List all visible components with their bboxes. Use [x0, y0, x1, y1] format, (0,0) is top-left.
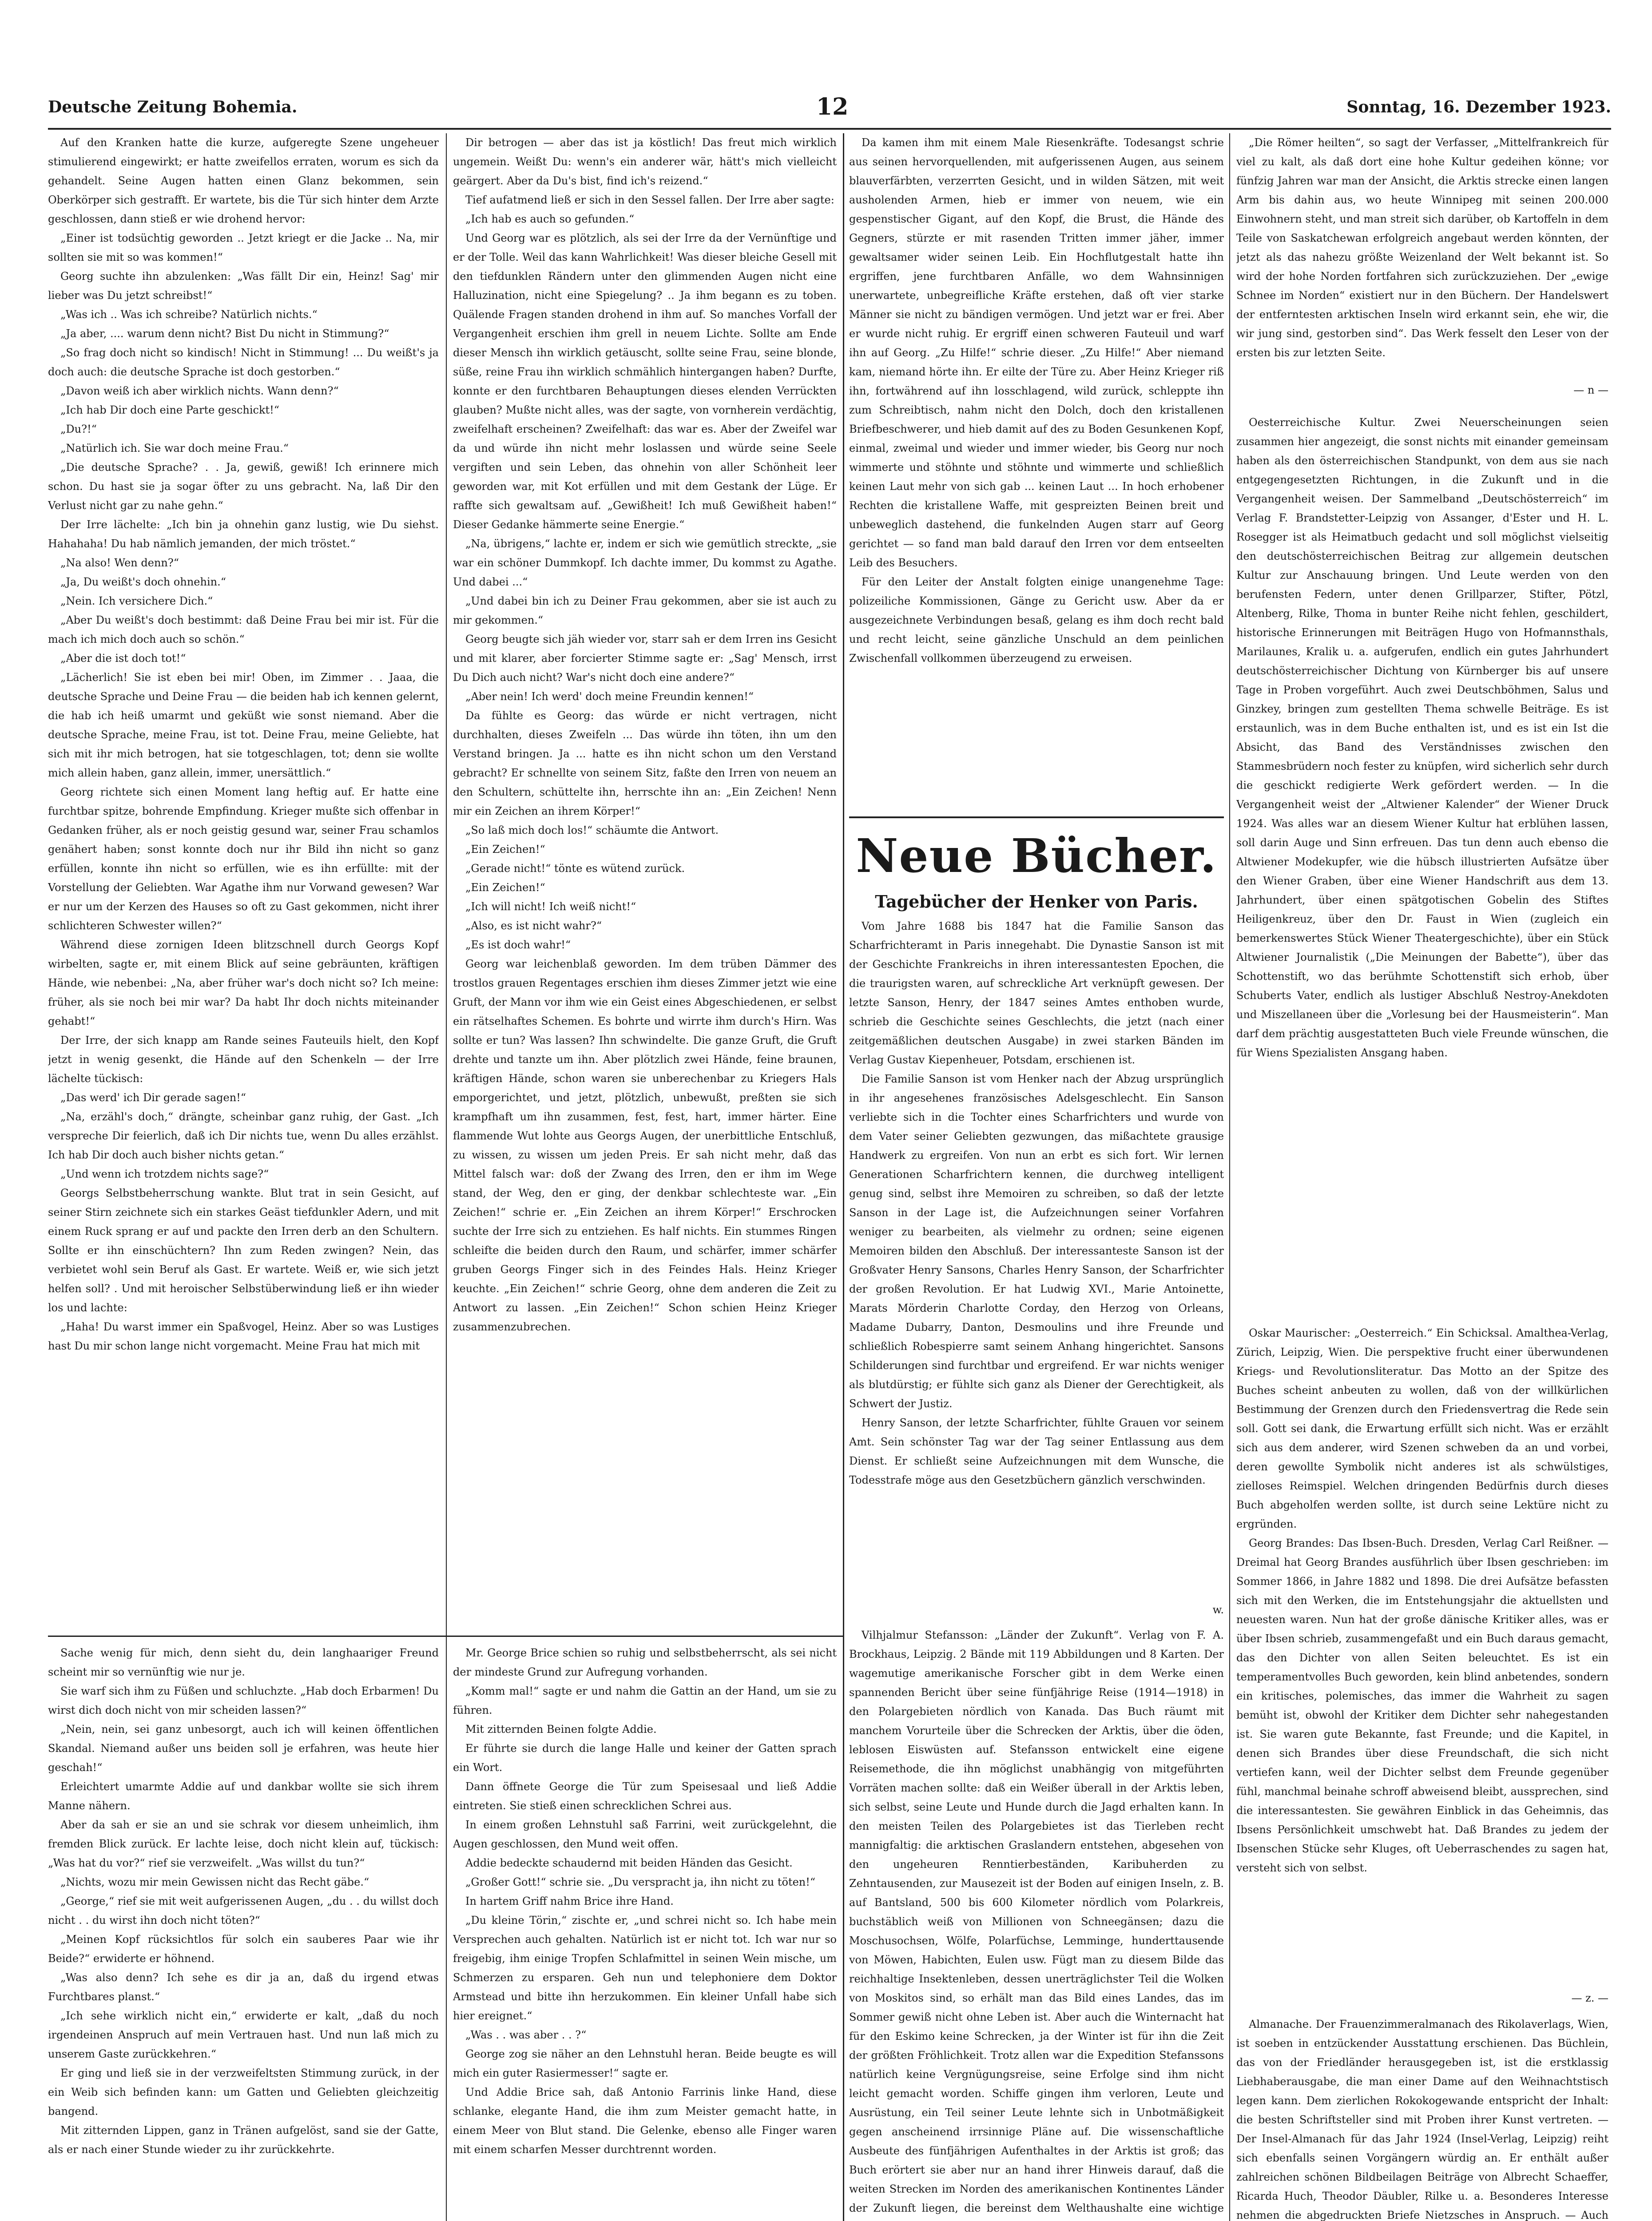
- paragraph: „Nichts, wozu mir mein Gewissen nicht das Recht gäbe.“: [60, 1876, 369, 1888]
- paragraph: „Komm mal!“ sagte er und nahm die Gattin an der Hand, um sie zu führen.: [453, 1685, 837, 1716]
- paragraph: Oesterreichische Kultur. Zwei Neuerscheinungen seien zusammen hier angezeigt, die sonst nichts mit einander gemeinsam haben als den österreichischen Standpunkt, von dem aus sie nach entgegengesetzten Richtungen, in die Zukunft und in die Vergangenheit weisen. Der Sammelband „Deutschösterreich“ im Verlag F. Brandstetter-Leipzig von Assanger, d'Ester und H. L. Rosegger ist als Heimatbuch gedacht und soll möglichst vielseitig den deutschösterreichischen Beitrag zur allgemein deutschen Kultur zur Anschauung bringen. Und Leute werden von den berufensten Federn, unter denen Grillparzer, Stifter, Pötzl, Altenberg, Rilke, Thoma in bunter Reihe nicht fehlen, geschildert, historische Erinnerungen mit Beiträgen Hugo von Hofmannsthals, Marilaunes, Kralik u. a. aufgerufen, endlich ein gutes Jahrhundert deutschösterreichischer Dichtung von Kürnberger bis auf unsere Tage in Proben vorgeführt. Auch zwei Deutschböhmen, Salus und Ginzkey, bringen zum gestellten Thema schwelle Beiträge. Es ist erstaunlich, was in dem Buche enthalten ist, und es ist ein Ist die Absicht, das Band des Verständnisses zwischen den Stammesbrüdern noch fester zu knüpfen, wird sicherlich sehr durch die geschickt redigierte Werk gefördert werden. — In die Vergangenheit weist der „Altwiener Kalender“ der Wiener Druck 1924. Was alles war an diesem Wiener Kultur hat erblühen lassen, soll darin Auge und Sinn erfreuen. Das tun denn auch ebenso die Altwiener Modekupfer, wie die hübsch illustrierten Aufsätze über den Wiener Graben, über eine Wiener Handschrift aus dem 13. Jahrhundert, über einen spätgotischen Gobelin des Stiftes Heiligenkreuz, über den Dr. Faust in Wien (zugleich ein bemerkenswertes Stück Wiener Theatergeschichte), über ein Stück Altwiener Journalistik („Die Meinungen der Babette“), über das Schottenstift, wo das berühmte Schottenstift sich erhob, über Schuberts Vater, endlich als lustiger Abschluß Nestroy-Anekdoten und Miszellaneen über die „Vorlesung bei der Hausmeisterin“. Man darf dem prächtig ausgestatteten Buch viele Freunde wünschen, die für Wiens Spezialisten Ansgang haben.: [1236, 416, 1608, 1059]
- paragraph: „Haha! Du warst immer ein Spaßvogel, Heinz. Aber so was Lustiges hast Du mir schon lange nicht vorgemacht. Meine Frau hat mich mit: [48, 1321, 439, 1352]
- paragraph: Der Irre, der sich knapp am Rande seines Fauteuils hielt, den Kopf jetzt in wenig gesenkt, die Hände auf den Schenkeln — der Irre lächelte tückisch:: [48, 1034, 439, 1085]
- paragraph: Während diese zornigen Ideen blitzschnell durch Georgs Kopf wirbelten, sagte er, mit einem Blick auf seine gebräunten, kräftigen Hände, wie nebenbei: „Na, aber früher war's doch nicht so? Ich meine: früher, als sie noch bei mir war? Da habt Ihr doch nichts miteinander gehabt!“: [48, 939, 439, 1027]
- paragraph: „Nein. Ich versichere Dich.“: [60, 595, 213, 607]
- paragraph: Die Familie Sanson ist vom Henker nach der Abzug ursprünglich in ihr angesehenes französisches Adelsgeschlecht. Ein Sanson verliebte sich in die Tochter eines Scharfrichters und wurde von dem Vater seiner Geliebten gezwungen, das mißachtete grausige Handwerk zu ergreifen. Von nun an erbt es sich fort. Wir lernen Generationen Scharfrichtern kennen, die durchweg intelligent genug sind, selbst ihre Memoiren zu schreiben, so daß der letzte Sanson in der Lage ist, die Aufzeichnungen seiner Vorfahren weniger zu bearbeiten, als vielmehr zu ordnen; seine eigenen Memoiren bilden den Abschluß. Der interessanteste Sanson ist der Großvater Henry Sansons, Charles Henry Sanson, der Scharfrichter der großen Revolution. Er hat Ludwig XVI., Marie Antoinette, Marats Mörderin Charlotte Corday, den Herzog von Orleans, Madame Dubarry, Danton, Desmoulins und ihre Freunde und schließlich Robespierre samt seinem Anhang hingerichtet. Sansons Schilderungen sind furchtbar und ergreifend. Er war nichts weniger als blutdürstig; er fühlte sich ganz als Diener der Gerechtigkeit, als Schwert der Justiz.: [849, 1073, 1224, 1410]
- paragraph: Aber da sah er sie an und sie schrak vor diesem unheimlich, ihm fremden Blick zurück. Er lachte leise, doch nicht klein auf, tückisch: „Was hat du vor?“ rief sie verzweifelt. „Was willst du tun?“: [48, 1819, 439, 1869]
- paragraph: Sache wenig für mich, denn sieht du, dein langhaariger Freund scheint mir so vernünftig wie nur je.: [48, 1647, 439, 1678]
- paragraph: „Es ist doch wahr!“: [465, 939, 571, 951]
- paragraph: Für den Leiter der Anstalt folgten einige unangenehme Tage: polizeiliche Kommissionen, Gänge zu Gericht usw. Aber da er ausgezeichnete Verbindungen besaß, gelang es ihm doch recht bald und recht leicht, seine gänzliche Unschuld an dem peinlichen Zwischenfall vollkommen überzeugend zu erweisen.: [849, 576, 1224, 665]
- paragraph: „Du?!“: [60, 423, 97, 435]
- paragraph: Mit zitternden Lippen, ganz in Tränen aufgelöst, sand sie der Gatte, als er nach einer Stunde wieder zu ihr zurückkehrte.: [48, 2124, 439, 2156]
- paragraph: Sie warf sich ihm zu Füßen und schluchzte. „Hab doch Erbarmen! Du wirst dich doch nicht von mir scheiden lassen?“: [48, 1685, 439, 1716]
- paragraph: Georg suchte ihn abzulenken: „Was fällt Dir ein, Heinz! Sag' mir lieber was Du jetzt schreibst!“: [48, 270, 439, 302]
- paragraph: „Was also denn? Ich sehe es dir ja an, daß du irgend etwas Furchtbares planst.“: [48, 1971, 439, 2003]
- paragraph: „Davon weiß ich aber wirklich nichts. Wann denn?“: [60, 385, 339, 397]
- paragraph: Georg Brandes: Das Ibsen-Buch. Dresden, Verlag Carl Reißner. — Dreimal hat Georg Brandes ausführlich über Ibsen geschrieben: im Sommer 1866, in Jahre 1882 und 1898. Die drei Aufsätze befassten sich mit den Werken, die im Entstehungsjahr die aktuellsten und neuesten waren. Nun hat der große dänische Kritiker alles, was er über Ibsen schrieb, zusammengefaßt und ein Buch daraus gemacht, das den Dichter von allen Seiten beleuchtet. Es ist ein temperamentvolles Buch geworden, kein blind anbetendes, sondern ein kritisches, polemisches, das immer die Wahrheit zu sagen bemüht ist, obwohl der Kritiker dem Dichter sehr nahegestanden ist. Sie waren gute Bekannte, fast Freunde; und die Kapitel, in denen sich Brandes über diese Freundschaft, die sich nicht vertiefen kann, weil der Dichter selbst dem Freunde gegenüber fühl, manchmal beinahe schroff abweisend bleibt, aussprechen, sind die interessantesten. Sie gewähren Einblick in das Geheimnis, das Ibsens Persönlichkeit umschwebt hat. Daß Brandes zu jedem der Ibsenschen Stücke sehr Kluges, oft Ueberraschendes zu sagen hat, versteht sich von selbst.: [1236, 1537, 1608, 1874]
- paragraph: „Ja aber, .... warum denn nicht? Bist Du nicht in Stimmung?“: [60, 327, 389, 340]
- paragraph: Dir betrogen — aber das ist ja köstlich! Das freut mich wirklich ungemein. Weißt Du: wenn's ein anderer wär, hätt's mich vielleicht geärgert. Aber da Du's bist, find ich's reizend.“: [453, 136, 837, 187]
- paragraph: „Und dabei bin ich zu Deiner Frau gekommen, aber sie ist auch zu mir gekommen.“: [453, 595, 837, 626]
- book-review-oesterreich-kultur: [1236, 413, 1608, 1319]
- book-review-maurischer-brandes: [1236, 1324, 1608, 1990]
- paragraph: „Meinen Kopf rücksichtlos für solch ein sauberes Paar wie ihr Beide?“ erwiderte er höhnend.: [48, 1933, 439, 1965]
- paragraph: „Ich will nicht! Ich weiß nicht!“: [465, 900, 636, 913]
- paragraph: „Was ich .. Was ich schreibe? Natürlich nichts.“: [60, 308, 318, 321]
- paragraph: „So laß mich doch los!“ schäumte die Antwort.: [465, 824, 719, 836]
- paragraph: Almanache. Der Frauenzimmeralmanach des Rikolaverlags, Wien, ist soeben in entzückender Ausstattung erschienen. Das Büchlein, das von der Friedländer herausgegeben ist, ist die erstklassig Liebhaberausgabe, die man einer Dame auf den Weihnachtstisch legen kann. Dem zierlichen Rokokogewande entspricht der Inhalt: die besten Schriftsteller sind mit Proben ihrer Kunst vertreten. — Der Insel-Almanach für das Jahr 1924 (Insel-Verlag, Leipzig) reiht sich ebenfalls seinen Vorgängern würdig an. Er enthält außer zahlreichen schönen Bildbeilagen Beiträge von Albrecht Schaeffer, Ricarda Huch, Theodor Däubler, Rilke u. a. Besonderes Interesse nehmen die abgedruckten Briefe Nietzsches in Anspruch. — Auch: [1236, 2018, 1608, 2221]
- paragraph: Er führte sie durch die lange Halle und keiner der Gatten sprach ein Wort.: [453, 1742, 837, 1774]
- story2-column-2: [453, 1644, 837, 2221]
- paragraph: Da fühlte es Georg: das würde er nicht vertragen, nicht durchhalten, dieses Zweifeln ... Das würde ihn töten, ihn um den Verstand bringen. Ja ... hatte es ihn nicht schon um den Verstand gebracht? Er schnellte von seinem Sitz, faßte den Irren von neuem an den Schultern, schüttelte ihn, herrschte ihn an: „Ein Zeichen! Nenn mir ein Zeichen an ihrem Körper!“: [453, 709, 837, 817]
- feuilleton-rule: [48, 1636, 843, 1637]
- column-rule-2: [843, 133, 844, 2221]
- newspaper-name: Deutsche Zeitung Bohemia.: [48, 98, 298, 116]
- book-review-headline: Tagebücher der Henker von Paris.: [875, 892, 1198, 911]
- paragraph: „Ein Zeichen!“: [465, 843, 545, 856]
- paragraph: „Was . . was aber . . ?“: [465, 2029, 587, 2041]
- paragraph: „Das werd' ich Dir gerade sagen!“: [60, 1091, 246, 1104]
- paragraph: „Und wenn ich trotzdem nichts sage?“: [60, 1168, 269, 1180]
- paragraph: Auf den Kranken hatte die kurze, aufgeregte Szene ungeheuer stimulierend eingewirkt; er hatte zweifellos erraten, worum es sich da gehandelt. Seine Augen hatten einen Glanz bekommen, sein Oberkörper sich gestrafft. Er wartete, bis die Tür sich hinter dem Arzte geschlossen, dann stieß er wie drohend hervor:: [48, 136, 439, 225]
- review-signature: w.: [1212, 1604, 1224, 1616]
- paragraph: „Natürlich ich. Sie war doch meine Frau.“: [60, 442, 289, 454]
- header-rule: [48, 128, 1611, 130]
- paragraph: „Aber Du weißt's doch bestimmt: daß Deine Frau bei mir ist. Für die mach ich mich doch auch so schön.“: [48, 614, 439, 645]
- paragraph: Tief aufatmend ließ er sich in den Sessel fallen. Der Irre aber sagte:: [465, 194, 834, 206]
- paragraph: „Einer ist todsüchtig geworden .. Jetzt kriegt er die Jacke .. Na, mir sollten sie mit so was kommen!“: [48, 232, 439, 263]
- paragraph: „Ich sehe wirklich nicht ein,“ erwiderte er kalt, „daß du noch irgendeinen Anspruch auf mein Vertrauen hast. Und nun laß mich zu unserem Gaste zurückkehren.“: [48, 2010, 439, 2060]
- paragraph: In einem großen Lehnstuhl saß Farrini, weit zurückgelehnt, die Augen geschlossen, den Mund weit offen.: [453, 1819, 837, 1850]
- paragraph: „Ein Zeichen!“: [465, 881, 545, 894]
- paragraph: „Also, es ist nicht wahr?“: [465, 919, 602, 932]
- paragraph: In hartem Griff nahm Brice ihre Hand.: [465, 1895, 674, 1907]
- page-header: [48, 93, 1611, 124]
- paragraph: Mit zitternden Beinen folgte Addie.: [465, 1723, 657, 1735]
- paragraph: „Ich hab es auch so gefunden.“: [465, 213, 635, 225]
- review-signature: — z. —: [1571, 1992, 1608, 2004]
- paragraph: Der Irre lächelte: „Ich bin ja ohnehin ganz lustig, wie Du siehst. Hahahaha! Du hab nämlich jemanden, der mich tröstet.“: [48, 518, 439, 550]
- paragraph: „Na also! Wen denn?“: [60, 557, 179, 569]
- book-review-sanson: [849, 917, 1224, 1601]
- paragraph: „George,“ rief sie mit weit aufgerissenen Augen, „du . . du willst doch nicht . . du wirst ihn doch nicht töten?“: [48, 1895, 439, 1926]
- paragraph: „Aber die ist doch tot!“: [60, 652, 186, 665]
- story2-column-1: [48, 1644, 439, 2221]
- column-rule-3: [1229, 133, 1230, 2221]
- paragraph: Oskar Maurischer: „Oesterreich.“ Ein Schicksal. Amalthea-Verlag, Zürich, Leipzig, Wien. Die perspektive frucht einer überwundenen Kriegs- und Revolutionsliteratur. Das Motto an der Spitze des Buches scheint anbeuten zu wollen, daß von der willkürlichen Bestimmung der Grenzen durch den Friedensvertrag die Rede sein soll. Gott sei dank, die Erwartung erfüllt sich nicht. Was er erzählt sich aus dem anderer, wird Szenen schweben da an und vorbei, deren gewollte Symbolik nicht anderes ist als schwülstiges, zielloses Reimspiel. Welchen dringenden Bedürfnis durch dieses Buch abgeholfen werden sollte, ist durch seine Lektüre nicht zu ergründen.: [1236, 1327, 1608, 1530]
- page-number: 12: [816, 93, 849, 120]
- paragraph: Er ging und ließ sie in der verzweifeltsten Stimmung zurück, in der ein Weib sich befinden kann: um Gatten und Geliebten gleichzeitig bangend.: [48, 2067, 439, 2118]
- review-signature: — n —: [1573, 384, 1608, 396]
- paragraph: Und Georg war es plötzlich, als sei der Irre da der Vernünftige und er der Tolle. Weil das kann Wahrlichkeit! Was dieser bleiche Gesell mit den tiefdunklen Rändern unter den glimmenden Augen nicht eine Halluzination, nicht eine Spiegelung? .. Ja ihm begann es zu toben. Quälende Fragen standen drohend in ihm auf. So manches Vorfall der Vergangenheit erschien ihm grell in neuem Lichte. Sollte am Ende dieser Mensch ihn wirklich getäuscht, sollte seine Frau, seine blonde, süße, reine Frau ihn wirklich schmählich hintergangen haben? Durfte, konnte er den furchtbaren Behauptungen dieses elenden Verrückten glauben? Mußte nicht alles, was der sagte, von vornherein verdächtig, zweifelhaft erscheinen? Zweifelhaft: das war es. Aber der Zweifel war da und würde ihn nicht mehr loslassen und würde seine Seele vergiften und sein Leben, das ohnehin von aller Schönheit leer geworden war, mit Kot erfüllen und mit dem Gestank der Lüge. Er raffte sich gewaltsam auf. „Gewißheit! Ich muß Gewißheit haben!“ Dieser Gedanke hämmerte seine Energie.“: [453, 232, 837, 531]
- book-section-title: Neue Bücher.: [856, 828, 1217, 883]
- paragraph: Georg war leichenblaß geworden. Im dem trüben Dämmer des trostlos grauen Regentages erschien ihm dieses Zimmer jetzt wie eine Gruft, der Mann vor ihm wie ein Geist eines Abgeschiedenen, er selbst ein rätselhaftes Schemen. Es bohrte und wirrte ihm durch's Hirn. Was sollte er tun? Was lassen? Ihn schwindelte. Die ganze Gruft, die Gruft drehte und tanzte um ihn. Aber plötzlich zwei Hände, feine braunen, kräftigen Hände, schon waren sie unberechenbar zu Kriegers Hals emporgerichtet, und jetzt, plötzlich, unbewußt, preßten sie sich krampfhaft um ihn zusammen, fest, fest, hart, immer härter. Eine flammende Wut lohte aus Georgs Augen, der unerbittliche Entschluß, zu wissen, zu wissen um jeden Preis. Er sah nicht mehr, daß das Mittel falsch war: doß der Zwang des Irren, den er ihm im Wege stand, der Weg, den er ging, der denkbar schlechteste war. „Ein Zeichen!“ schrie er. „Ein Zeichen an ihrem Körper!“ Erschrocken suchte der Irre sich zu entziehen. Es half nichts. Ein stummes Ringen schleifte die beiden durch den Raum, und schärfer, immer schärfer gruben Georgs Finger sich in des Feindes Hals. Heinz Krieger keuchte. „Ein Zeichen!“ schrie Georg, ohne dem anderen die Zeit zu Antwort zu lassen. „Ein Zeichen!“ Schon schien Heinz Krieger zusammenzubrechen.: [453, 958, 837, 1333]
- paragraph: „Lächerlich! Sie ist eben bei mir! Oben, im Zimmer . . Jaaa, die deutsche Sprache und Deine Frau — die beiden hab ich kennen gelernt, die hab ich heiß umarmt und geküßt wie sonst niemand. Aber die deutsche Sprache, meine Frau, ist tot. Deine Frau, meine Geliebte, hat sich mit ihr mich betrogen, hat sie totgeschlagen, tot; denn sie wollte mich allein haben, ganz allein, immer, unersättlich.“: [48, 671, 439, 779]
- paragraph: Vom Jahre 1688 bis 1847 hat die Familie Sanson das Scharfrichteramt in Paris innegehabt. Die Dynastie Sanson ist mit der Geschichte Frankreichs in ihren interessantesten Epochen, die die traurigsten waren, auf schreckliche Art verknüpft gewesen. Der letzte Sanson, Henry, der 1847 seines Amtes enthoben wurde, schrieb die Geschichte seines Geschlechts, die jetzt (nach einer zeitgemäßlichen deutschen Ausgabe) in zwei starken Bänden im Verlag Gustav Kiepenheuer, Potsdam, erschienen ist.: [849, 920, 1224, 1066]
- paragraph: Erleichtert umarmte Addie auf und dankbar wollte sie sich ihrem Manne nähern.: [48, 1780, 439, 1812]
- paragraph: Vilhjalmur Stefansson: „Länder der Zukunft“. Verlag von F. A. Brockhaus, Leipzig. 2 Bände mit 119 Abbildungen und 8 Karten. Der wagemutige amerikanische Forscher gibt in dem Werke einen spannenden Bericht über seine fünfjährige Reise (1914—1918) in den Polargebieten nördlich von Kanada. Das Buch räumt mit manchem Vorurteile über die Schrecken der Arktis, über die öden, leblosen Eiswüsten auf. Stefansson entwickelt eine eigene Reisemethode, die ihn möglichst unabhängig von mitgeführten Vorräten machen sollte: daß ein Weißer überall in der Arktis leben, sich selbst, seine Leute und Hunde durch die Jagd erhalten kann. In den meisten Teilen des Polargebietes ist das Tierleben recht mannigfaltig: die arktischen Graslandern entstehen, abgesehen von den ungeheuren Renntierbeständen, Karibuherden zu Zehntausenden, zur Mausezeit ist der Boden auf einigen Inseln, z. B. auf Bantsland, 500 bis 600 Kilometer nördlich vom Polarkreis, buchstäblich weiß von Millionen von Schneegänsen; dazu die Moschusochsen, Wölfe, Polarfüchse, Lemminge, hunderttausende von Möwen, Habichten, Eulen usw. Fügt man zu diesem Bilde das reichhaltige Insektenleben, dessen unerträglichster Teil die Wolken von Moskitos sind, so erhält man das Bild eines Landes, das im Sommer gewiß nicht ohne Leben ist. Aber auch die Winternacht hat für den Eskimo keine Schrecken, ja der Winter ist für ihn die Zeit der größten Fröhlichkeit. Trotz allen war die Expedition Stefanssons natürlich keine Vergnügungsreise, seine Erfolge sind ihm nicht leicht gemacht worden. Schiffe gingen ihm verloren, Leute und Ausrüstung, ein Teil seiner Leute lehnte sich in Unbotmäßigkeit gegen anscheinend irrsinnige Pläne auf. Die wissenschaftliche Ausbeute des fünfjährigen Aufenthaltes in der Arktis ist groß; das Buch erörtert sie aber nur an hand ihrer Hinweis darauf, daß die weiten Strecken im Norden des amerikanischen Kontinentes Länder der Zukunft liegen, die bereinst dem Welthaushalte eine wichtige: [849, 1629, 1224, 2214]
- paragraph: „Aber nein! Ich werd' doch meine Freundin kennen!“: [465, 690, 754, 703]
- paragraph: „Die deutsche Sprache? . . Ja, gewiß, gewiß! Ich erinnere mich schon. Du hast sie ja sogar öfter zu uns gebracht. Na, laß Dir den Verlust nicht gar zu nahe gehn.“: [48, 461, 439, 512]
- book-review-continued: [1236, 133, 1608, 382]
- paragraph: „Ja, Du weißt's doch ohnehin.“: [60, 576, 226, 588]
- paragraph: Und Addie Brice sah, daß Antonio Farrinis linke Hand, diese schlanke, elegante Hand, die ihm zum Meister gemacht hatte, in einem Meer von Blut stand. Die Gelenke, ebenso alle Finger waren mit einem scharfen Messer durchtrennt worden.: [453, 2086, 837, 2156]
- paragraph: „Ich hab Dir doch eine Parte geschickt!“: [60, 404, 280, 416]
- paragraph: „Gerade nicht!“ tönte es wütend zurück.: [465, 862, 685, 875]
- paragraph: „So frag doch nicht so kindisch! Nicht in Stimmung! ... Du weißt's ja doch auch: die deutsche Sprache ist doch gestorben.“: [48, 346, 439, 378]
- paragraph: Georg beugte sich jäh wieder vor, starr sah er dem Irren ins Gesicht und mit klarer, aber forcierter Stimme sagte er: „Sag' Mensch, irrst Du Dich auch nicht? War's nicht doch eine andere?“: [453, 633, 837, 684]
- book-section-rule-top: [849, 816, 1224, 818]
- paragraph: „Die Römer heilten“, so sagt der Verfasser, „Mittelfrankreich für viel zu kalt, als daß dort eine hohe Kultur gedeihen könne; vor fünfzig Jahren war man der Ansicht, die Arktis strecke einen langen Arm bis dahin aus, wo heute Winnipeg mit seinen 200.000 Einwohnern steht, und man streit sich darüber, ob Kartoffeln in dem Teile von Saskatchewan erfolgreich angebaut werden könnten, der jetzt als das nahezu größte Weizenland der Welt bekannt ist. So wird der hohe Norden fortfahren sich zurückzuziehen. Der „ewige Schnee im Norden“ existiert nur in den Büchern. Der Handelswert der entferntesten arktischen Inseln wird erkannt sein, ehe wir, die wir jung sind, gestorben sind“. Das Werk fesselt den Leser von der ersten bis zur letzten Seite.: [1236, 136, 1608, 359]
- paragraph: Dann öffnete George die Tür zum Speisesaal und ließ Addie eintreten. Sie stieß einen schrecklichen Schrei aus.: [453, 1780, 837, 1812]
- paragraph: Georgs Selbstbeherrschung wankte. Blut trat in sein Gesicht, auf seiner Stirn zeichnete sich ein starkes Geäst tiefdunkler Adern, und mit einem Ruck sprang er auf und packte den Irren derb an den Schultern. Sollte er ihn einschüchtern? Ihn zum Reden zwingen? Nein, das verbietet wohl sein Beruf als Gast. Er wartete. Weiß er, wie sich jetzt helfen soll? . Und mit heroischer Selbstüberwindung ließ er ihn wieder los und lachte:: [48, 1187, 439, 1314]
- paragraph: „Großer Gott!“ schrie sie. „Du verspracht ja, ihn nicht zu töten!“: [465, 1876, 816, 1888]
- book-review-almanache: [1236, 2015, 1608, 2221]
- story-column-1: [48, 133, 439, 1630]
- issue-date: Sonntag, 16. Dezember 1923.: [1346, 98, 1611, 116]
- paragraph: „Na, übrigens,“ lachte er, indem er sich wie gemütlich streckte, „sie war ein schöner Dummkopf. Ich dachte immer, Du kommst zu Agathe. Und dabei ...“: [453, 537, 837, 588]
- column-rule-1: [446, 133, 447, 2221]
- paragraph: Da kamen ihm mit einem Male Riesenkräfte. Todesangst schrie aus seinen hervorquellenden, mit aufgerissenen Augen, aus seinem blauverfärbten, verzerrten Gesicht, und in wilden Sätzen, mit weit ausholenden Armen, hieb er immer von neuem, wie ein gespenstischer Gigant, auf den Kopf, die Brust, die Hände des Gegners, stürzte er mit rasenden Tritten immer jäher, immer gewaltsamer wider seinen Leib. Ein Hochflutgestalt hatte ihn ergriffen, jene furchtbaren Anfälle, wo dem Wahnsinnigen unerwartete, unbegreifliche Kräfte erstehen, daß oft vier starke Männer sie nicht zu bändigen vermögen. Und jetzt war er frei. Aber er wurde nicht ruhig. Er ergriff einen schweren Fauteuil und warf ihn auf Georg. „Zu Hilfe!“ schrie dieser. „Zu Hilfe!“ Aber niemand kam, niemand hörte ihn. Er eilte der Türe zu. Aber Heinz Krieger riß ihn, fortwährend auf ihn losschlagend, wild zurück, schleppte ihn zum Schreibtisch, nahm nicht den Dolch, doch den kristallenen Briefbeschwerer, und hieb damit auf des zu Boden Gesunkenen Kopf, einmal, zweimal und wieder und immer wieder, bis Georg nur noch wimmerte und stöhnte und stöhnte und wimmerte und schließlich keinen Laut mehr von sich gab ... keinen Laut ... In hoch erhobener Rechten die kristallene Waffe, mit gespreizten Beinen breit und unbeweglich dastehend, die funkelnden Augen starr auf Georg gerichtet — so fand man bald darauf den Irren vor dem entseelten Leib des Besuchers.: [849, 136, 1224, 569]
- story-column-2: [453, 133, 837, 1630]
- paragraph: Henry Sanson, der letzte Scharfrichter, fühlte Grauen vor seinem Amt. Sein schönster Tag war der Tag seiner Entlassung aus dem Dienst. Er schließt seine Aufzeichnungen mit dem Wunsche, die Todesstrafe möge aus den Gesetzbüchern gänzlich verschwinden.: [849, 1417, 1224, 1486]
- paragraph: „Na, erzähl's doch,“ drängte, scheinbar ganz ruhig, der Gast. „Ich verspreche Dir feierlich, daß ich Dir nichts tue, wenn Du alles erzählst. Ich hab Dir doch auch bisher nichts getan.“: [48, 1110, 439, 1161]
- story-column-3: [849, 133, 1224, 791]
- paragraph: „Du kleine Törin,“ zischte er, „und schrei nicht so. Ich habe mein Versprechen auch gehalten. Natürlich ist er nicht tot. Ich war nur so freigebig, ihm einige Tropfen Schlafmittel in seinen Wein mische, um Schmerzen zu ersparen. Geh nun und telephoniere dem Doktor Armstead und bitte ihn herzukommen. Ein kleiner Unfall habe sich hier ereignet.“: [453, 1914, 837, 2022]
- paragraph: Georg richtete sich einen Moment lang heftig auf. Er hatte eine furchtbar spitze, bohrende Empfindung. Krieger mußte sich offenbar in Gedanken früher, als er noch geistig gesund war, seiner Frau schamlos genähert haben; sonst konnte doch nur ihr Bild ihn nicht so ganz erfüllen, konnte ihn nicht so erfüllen, wie es ihn erfüllte: mit der Vorstellung der Geliebten. War Agathe ihm nur Vorwand gewesen? War er nur um der Kerzen des Hauses so oft zu Gast gekommen, nicht ihrer schlichteren Schwester willen?“: [48, 786, 439, 932]
- paragraph: Addie bedeckte schaudernd mit beiden Händen das Gesicht.: [465, 1857, 793, 1869]
- paragraph: George zog sie näher an den Lehnstuhl heran. Beide beugte es will mich ein guter Rasiermesser!“ sagte er.: [453, 2048, 837, 2079]
- paragraph: Mr. George Brice schien so ruhig und selbstbeherrscht, als sei nicht der mindeste Grund zur Aufregung vorhanden.: [453, 1647, 837, 1678]
- book-review-stefansson: [849, 1626, 1224, 2221]
- paragraph: „Nein, nein, sei ganz unbesorgt, auch ich will keinen öffentlichen Skandal. Niemand außer uns beiden soll je erfahren, was heute hier geschah!“: [48, 1723, 439, 1774]
